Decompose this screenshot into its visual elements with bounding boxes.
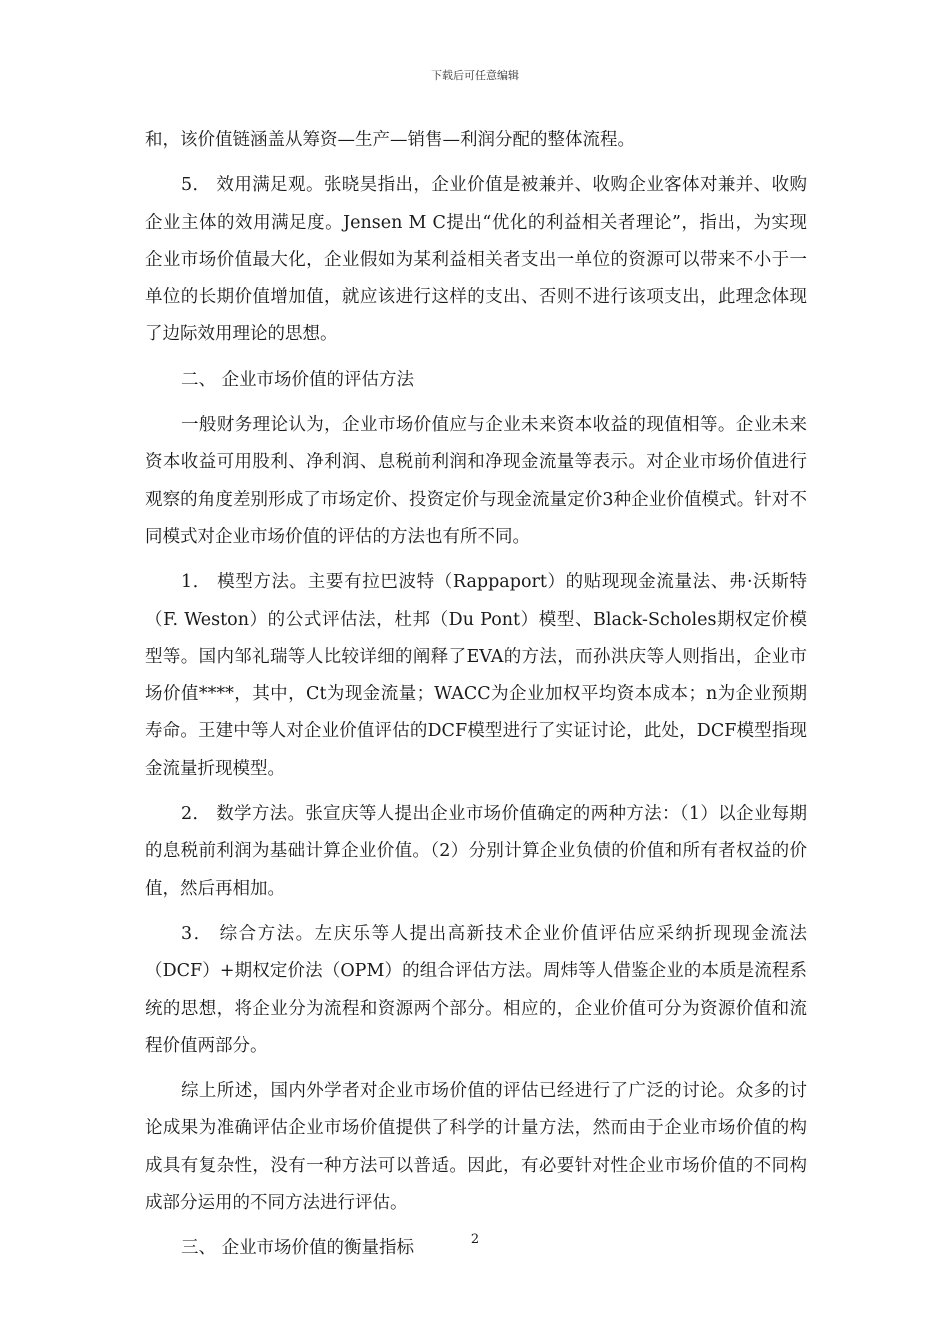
page-header: 下载后可任意编辑 xyxy=(431,69,519,82)
page-number: 2 xyxy=(470,1232,480,1247)
document-body xyxy=(145,122,807,1276)
paragraph-combined-method: 3． 综合方法。左庆乐等人提出高新技术企业价值评估应采纳折现现金流法（DCF）+期权定价法（OPM）的组合评估方法。周炜等人借鉴企业的本质是流程系统的思想，将企业分为流程和资源两个部分。相应的，企业价值可分为资源价值和流程价值两部分。 xyxy=(145,923,807,1056)
paragraph-model-method: 1． 模型方法。主要有拉巴波特（Rappaport）的贴现现金流量法、弗·沃斯特（F. Weston）的公式评估法，杜邦（Du Pont）模型、Black-Scholes期权定价模型等。国内邹礼瑞等人比较详细的阐释了EVA的方法，而孙洪庆等人则指出，企业市场价值****，其中，Ct为现金流量；WACC为企业加权平均资本成本；n为企业预期寿命。王建中等人对企业价值评估的DCF模型进行了实证讨论，此处，DCF模型指现金流量折现模型。 xyxy=(145,572,807,779)
section-heading-metrics: 三、 企业市场价值的衡量指标 xyxy=(181,1238,415,1259)
paragraph-continuation: 和，该价值链涵盖从筹资—生产—销售—利润分配的整体流程。 xyxy=(145,130,635,150)
paragraph-finance-theory: 一般财务理论认为，企业市场价值应与企业未来资本收益的现值相等。企业未来资本收益可用股利、净利润、息税前利润和净现金流量等表示。对企业市场价值进行观察的角度差别形成了市场定价、投资定价与现金流量定价3种企业价值模式。针对不同模式对企业市场价值的评估的方法也有所不同。 xyxy=(145,415,807,547)
paragraph-utility-view: 5． 效用满足观。张晓昊指出，企业价值是被兼并、收购企业客体对兼并、收购企业主体的效用满足度。Jensen M C提出“优化的利益相关者理论”，指出，为实现企业市场价值最大化，企业假如为某利益相关者支出一单位的资源可以带来不小于一单位的长期价值增加值，就应该进行这样的支出、否则不进行该项支出，此理念体现了边际效用理论的思想。 xyxy=(145,175,807,345)
paragraph-math-method: 2． 数学方法。张宣庆等人提出企业市场价值确定的两种方法：（1）以企业每期的息税前利润为基础计算企业价值。（2）分别计算企业负债的价值和所有者权益的价值，然后再相加。 xyxy=(145,804,807,899)
section-heading-valuation-methods: 二、 企业市场价值的评估方法 xyxy=(181,369,415,390)
paragraph-summary: 综上所述，国内外学者对企业市场价值的评估已经进行了广泛的讨论。众多的讨论成果为准确评估企业市场价值提供了科学的计量方法，然而由于企业市场价值的构成具有复杂性，没有一种方法可以普适。因此，有必要针对性企业市场价值的不同构成部分运用的不同方法进行评估。 xyxy=(145,1081,807,1214)
